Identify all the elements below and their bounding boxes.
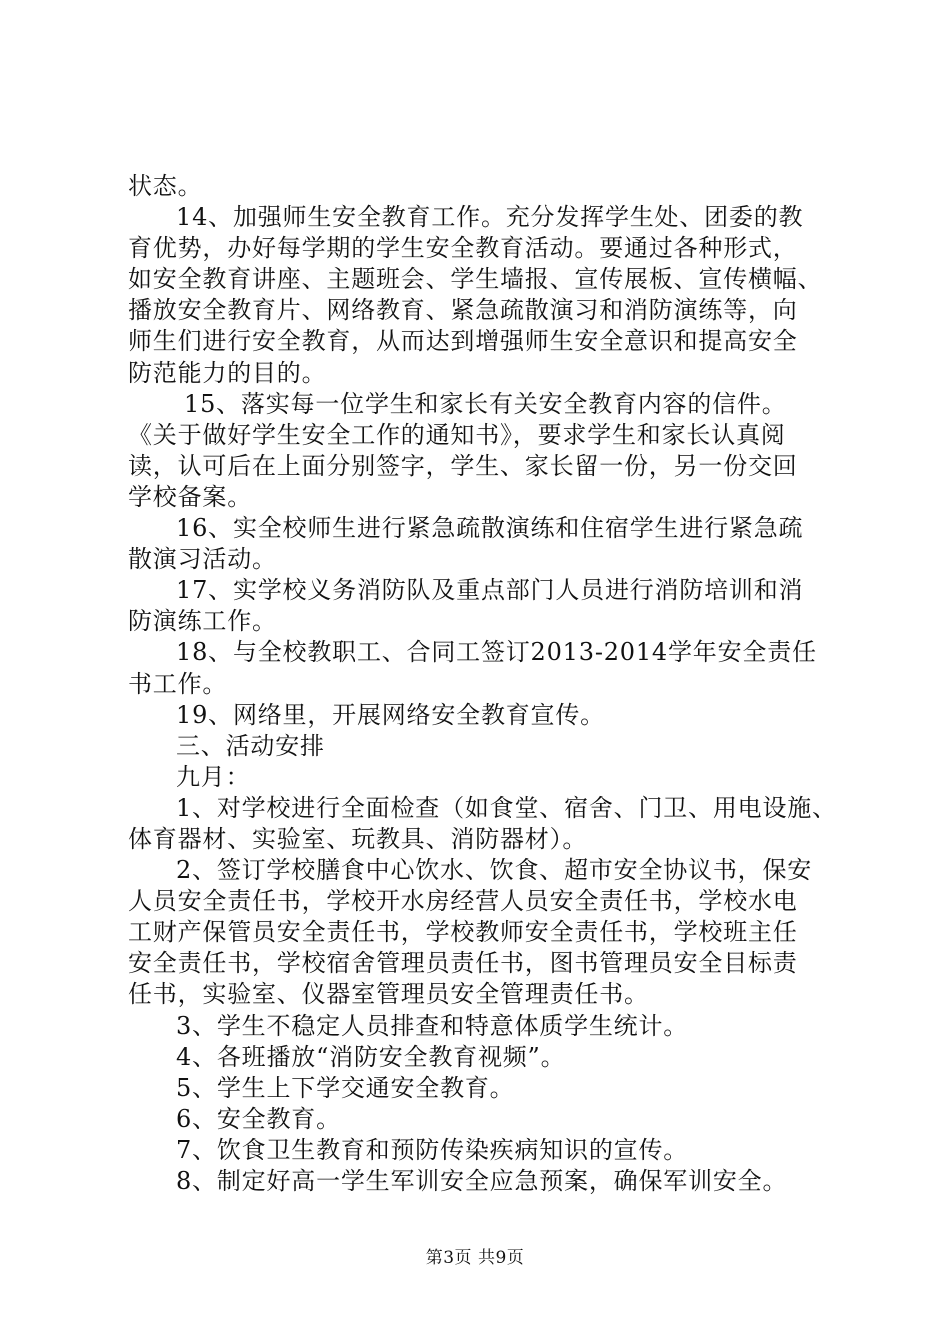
section-heading: 三、活动安排 — [176, 731, 325, 760]
text-line: 6、安全教育。 — [176, 1104, 341, 1133]
month-heading: 九月： — [176, 762, 251, 791]
text-line: 15、落实每一位学生和家长有关安全教育内容的信件。 — [184, 389, 787, 418]
text-line: 安全责任书，学校宿舍管理员责任书，图书管理员安全目标责 — [128, 949, 798, 978]
text-line: 工财产保管员安全责任书，学校教师安全责任书，学校班主任 — [128, 918, 798, 947]
text-line: 书工作。 — [128, 669, 228, 698]
text-line: 3、学生不稳定人员排查和特意体质学生统计。 — [176, 1011, 689, 1040]
text-line: 任书，实验室、仪器室管理员安全管理责任书。 — [128, 980, 649, 1009]
text-line: 读，认可后在上面分别签字，学生、家长留一份，另一份交回 — [128, 451, 798, 480]
text-line: 师生们进行安全教育，从而达到增强师生安全意识和提高安全 — [128, 327, 798, 356]
text-line: 体育器材、实验室、玩教具、消防器材）。 — [128, 824, 588, 853]
page-footer: 第3页 共9页 — [425, 1248, 525, 1268]
text-line: 散演习活动。 — [128, 545, 277, 574]
text-line: 育优势，办好每学期的学生安全教育活动。要通过各种形式， — [128, 234, 798, 263]
text-line: 如安全教育讲座、主题班会、学生墙报、宣传展板、宣传横幅、 — [128, 265, 823, 294]
text-line: 4、各班播放“消防安全教育视频”。 — [176, 1042, 566, 1071]
text-line: 状态。 — [128, 172, 203, 200]
text-line: 人员安全责任书，学校开水房经营人员安全责任书，学校水电 — [128, 887, 798, 916]
text-line: 18、与全校教职工、合同工签订2013-2014学年安全责任 — [176, 638, 817, 667]
text-line: 17、实学校义务消防队及重点部门人员进行消防培训和消 — [176, 576, 804, 605]
text-line: 1、对学校进行全面检查（如食堂、宿舍、门卫、用电设施、 — [176, 793, 837, 822]
text-line: 2、签订学校膳食中心饮水、饮食、超市安全协议书，保安 — [176, 856, 813, 885]
text-line: 防演练工作。 — [128, 607, 277, 636]
text-line: 防范能力的目的。 — [128, 358, 327, 387]
text-line: 14、加强师生安全教育工作。充分发挥学生处、团委的教 — [176, 203, 804, 232]
text-line: 学校备案。 — [128, 482, 252, 511]
text-line: 8、制定好高一学生军训安全应急预案，确保军训安全。 — [176, 1167, 788, 1195]
text-line: 《关于做好学生安全工作的通知书》，要求学生和家长认真阅 — [128, 420, 786, 449]
text-line: 5、学生上下学交通安全教育。 — [176, 1073, 515, 1102]
document-body — [128, 171, 868, 1197]
text-line: 播放安全教育片、网络教育、紧急疏散演习和消防演练等，向 — [128, 296, 798, 325]
text-line: 19、网络里，开展网络安全教育宣传。 — [176, 700, 605, 729]
text-line: 16、实全校师生进行紧急疏散演练和住宿学生进行紧急疏 — [176, 514, 804, 543]
text-line: 7、饮食卫生教育和预防传染疾病知识的宣传。 — [176, 1135, 689, 1164]
